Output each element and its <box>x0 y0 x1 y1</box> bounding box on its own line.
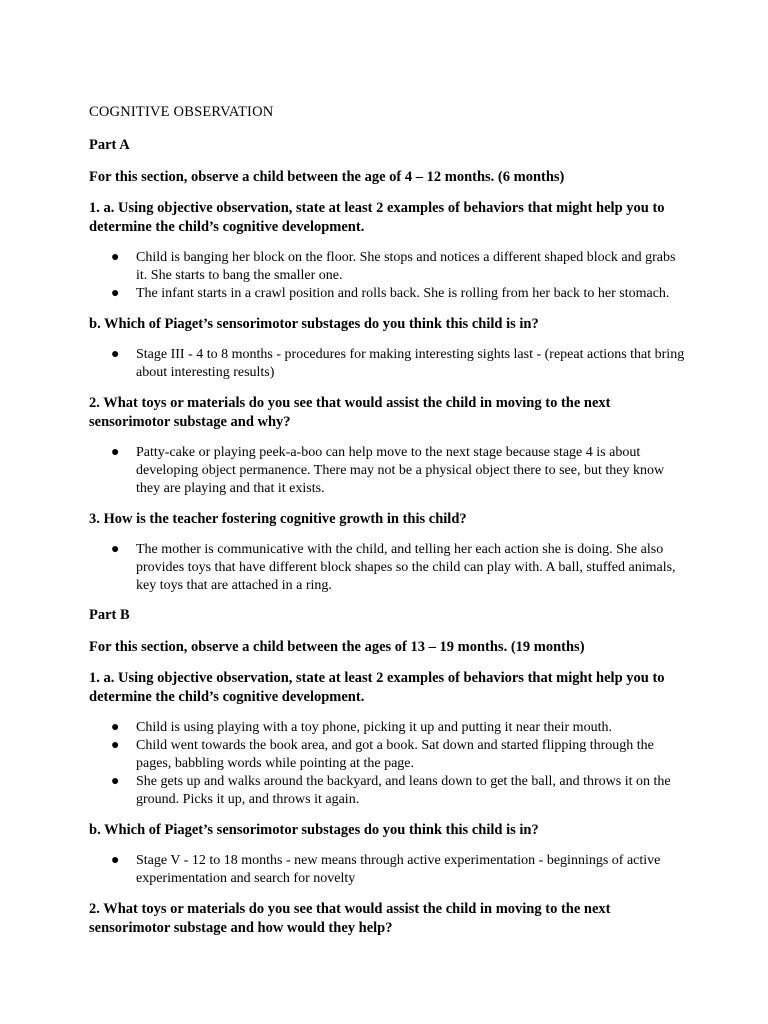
part-b-q1b-answer-list <box>89 852 688 888</box>
part-b-question-2: 2. What toys or materials do you see that would assist the child in moving to the next sensorimotor substage and how would they help? <box>89 901 611 936</box>
bullet-icon: ● <box>111 286 120 301</box>
answer-text: Child is banging her block on the floor. She stops and notices a different shaped block and grabs it. She starts to bang the smaller one. <box>136 250 676 283</box>
document-title: COGNITIVE OBSERVATION <box>89 104 274 120</box>
part-b-q1a-answer-list <box>89 719 688 809</box>
answer-text: Stage III - 4 to 8 months - procedures for making interesting sights last - (repeat actions that bring about interesting results) <box>136 347 685 380</box>
bullet-icon: ● <box>111 445 120 460</box>
list-item <box>89 249 688 285</box>
part-a-q3-answer-list <box>89 541 688 595</box>
answer-text: Stage V - 12 to 18 months - new means through active experimentation - beginnings of active experimentation and search for novelty <box>136 853 661 886</box>
part-b-question-1b: b. Which of Piaget’s sensorimotor substages do you think this child is in? <box>89 822 539 838</box>
part-b-intro: For this section, observe a child between the ages of 13 – 19 months. (19 months) <box>89 639 585 655</box>
part-a-q1a-answer-list <box>89 249 688 303</box>
bullet-icon: ● <box>111 347 120 362</box>
answer-text: She gets up and walks around the backyard, and leans down to get the ball, and throws it on the ground. Picks it up, and throws it again. <box>136 774 671 807</box>
part-a-q2-answer-list <box>89 444 688 498</box>
part-a-question-2: 2. What toys or materials do you see that would assist the child in moving to the next sensorimotor substage and why? <box>89 395 611 430</box>
bullet-icon: ● <box>111 774 120 789</box>
part-a-q1b-answer-list <box>89 346 688 382</box>
part-a-question-1b: b. Which of Piaget’s sensorimotor substages do you think this child is in? <box>89 316 539 332</box>
list-item <box>89 737 688 773</box>
part-a-question-1a: 1. a. Using objective observation, state at least 2 examples of behaviors that might help you to determine the child’s cognitive development. <box>89 200 665 235</box>
part-a-question-3: 3. How is the teacher fostering cognitive growth in this child? <box>89 511 467 527</box>
list-item <box>89 444 688 498</box>
answer-text: Child is using playing with a toy phone, picking it up and putting it near their mouth. <box>136 720 612 735</box>
list-item <box>89 541 688 595</box>
list-item <box>89 852 688 888</box>
answer-text: Patty-cake or playing peek-a-boo can help move to the next stage because stage 4 is about developing object permanence. There may not be a physical object there to see, but they know they are playing and that it exists. <box>136 445 665 496</box>
part-a-intro: For this section, observe a child between the age of 4 – 12 months. (6 months) <box>89 169 565 185</box>
list-item <box>89 773 688 809</box>
answer-text: The infant starts in a crawl position and rolls back. She is rolling from her back to her stomach. <box>136 286 670 301</box>
list-item <box>89 285 688 303</box>
bullet-icon: ● <box>111 250 120 265</box>
part-b-heading: Part B <box>89 607 130 623</box>
list-item <box>89 719 688 737</box>
part-b-question-1a: 1. a. Using objective observation, state at least 2 examples of behaviors that might help you to determine the child’s cognitive development. <box>89 670 665 705</box>
bullet-icon: ● <box>111 542 120 557</box>
answer-text: Child went towards the book area, and got a book. Sat down and started flipping through the pages, babbling words while pointing at the page. <box>136 738 654 771</box>
answer-text: The mother is communicative with the child, and telling her each action she is doing. She also provides toys that have different block shapes so the child can play with. A ball, stuffed animals, key toys that are attached in a ring. <box>136 542 676 593</box>
part-a-heading: Part A <box>89 137 130 153</box>
bullet-icon: ● <box>111 738 120 753</box>
list-item <box>89 346 688 382</box>
bullet-icon: ● <box>111 720 120 735</box>
bullet-icon: ● <box>111 853 120 868</box>
